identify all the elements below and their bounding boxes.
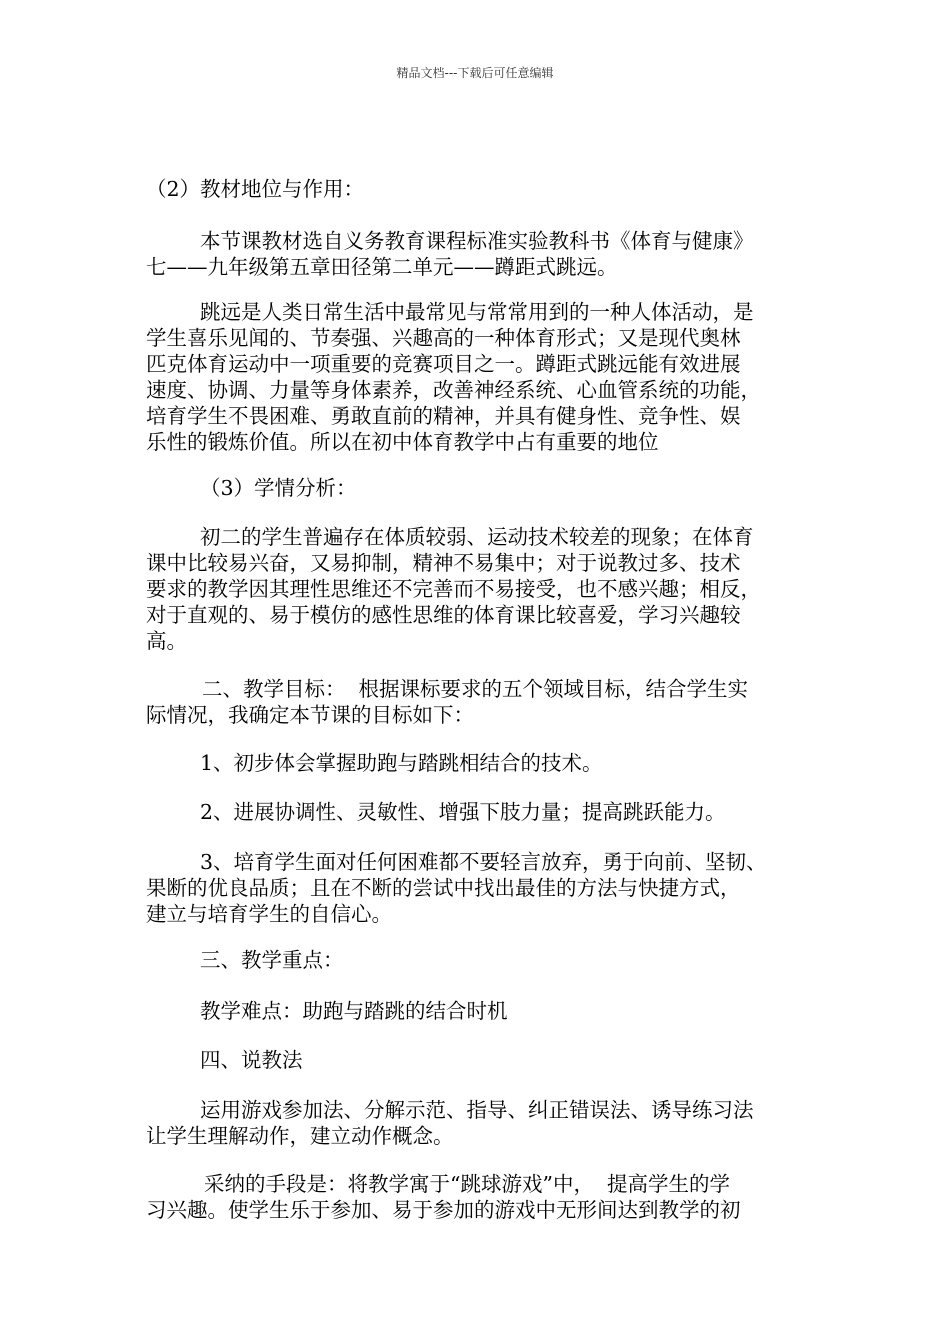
body-text-line: 对于直观的、易于模仿的感性思维的体育课比较喜爱，学习兴趣较 (146, 603, 741, 627)
section-heading-goals: 二、教学目标： 根据课标要求的五个领域目标，结合学生实 (202, 677, 749, 701)
section-heading-students: （3）学情分析： (200, 476, 357, 500)
body-text-line: 跳远是人类日常生活中最常见与常常用到的一种人体活动，是 (200, 300, 754, 324)
section-heading-methods: 四、说教法 (200, 1048, 303, 1072)
body-text-line: 初二的学生普遍存在体质较弱、运动技术较差的现象；在体育 (200, 525, 754, 549)
body-text-line: 乐性的锻炼价值。所以在初中体育教学中占有重要的地位 (146, 430, 659, 454)
body-text-line: 高。 (146, 629, 187, 653)
goal-item-3: 3、培育学生面对任何困难都不要轻言放弃，勇于向前、坚韧、 (200, 850, 767, 874)
teaching-difficulty: 教学难点：助跑与踏跳的结合时机 (200, 999, 508, 1023)
body-text-line: 习兴趣。使学生乐于参加、易于参加的游戏中无形间达到教学的初 (146, 1198, 741, 1222)
body-text-line: 本节课教材选自义务教育课程标准实验教科书《体育与健康》 (200, 229, 754, 253)
body-text-line: 采纳的手段是：将教学寓于“跳球游戏”中， 提高学生的学 (204, 1172, 730, 1196)
body-text-line: 运用游戏参加法、分解示范、指导、纠正错误法、诱导练习法 (200, 1098, 754, 1122)
section-heading-textbook: （2）教材地位与作用： (146, 177, 365, 201)
body-text-line: 要求的教学因其理性思维还不完善而不易接受，也不感兴趣；相反， (146, 577, 761, 601)
body-text-line: 建立与培育学生的自信心。 (146, 902, 392, 926)
body-text-line: 果断的优良品质；且在不断的尝试中找出最佳的方法与快捷方式， (146, 876, 741, 900)
goal-item-1: 1、初步体会掌握助跑与踏跳相结合的技术。 (200, 751, 603, 775)
body-text-line: 学生喜乐见闻的、节奏强、兴趣高的一种体育形式；又是现代奥林 (146, 326, 741, 350)
body-text-line: 课中比较易兴奋，又易抑制，精神不易集中；对于说教过多、技术 (146, 551, 741, 575)
goal-item-2: 2、进展协调性、灵敏性、增强下肢力量；提高跳跃能力。 (200, 800, 726, 824)
body-text-line: 速度、协调、力量等身体素养，改善神经系统、心血管系统的功能， (146, 378, 761, 402)
body-text-line: 际情况，我确定本节课的目标如下： (146, 703, 474, 727)
body-text-line: 匹克体育运动中一项重要的竞赛项目之一。蹲距式跳远能有效进展 (146, 352, 741, 376)
page-header: 精品文档---下载后可任意编辑 (396, 66, 554, 80)
body-text-line: 让学生理解动作，建立动作概念。 (146, 1124, 454, 1148)
section-heading-key-points: 三、教学重点： (200, 948, 344, 972)
body-text-line: 七——九年级第五章田径第二单元——蹲距式跳远。 (146, 255, 618, 279)
body-text-line: 培育学生不畏困难、勇敢直前的精神，并具有健身性、竞争性、娱 (146, 404, 741, 428)
